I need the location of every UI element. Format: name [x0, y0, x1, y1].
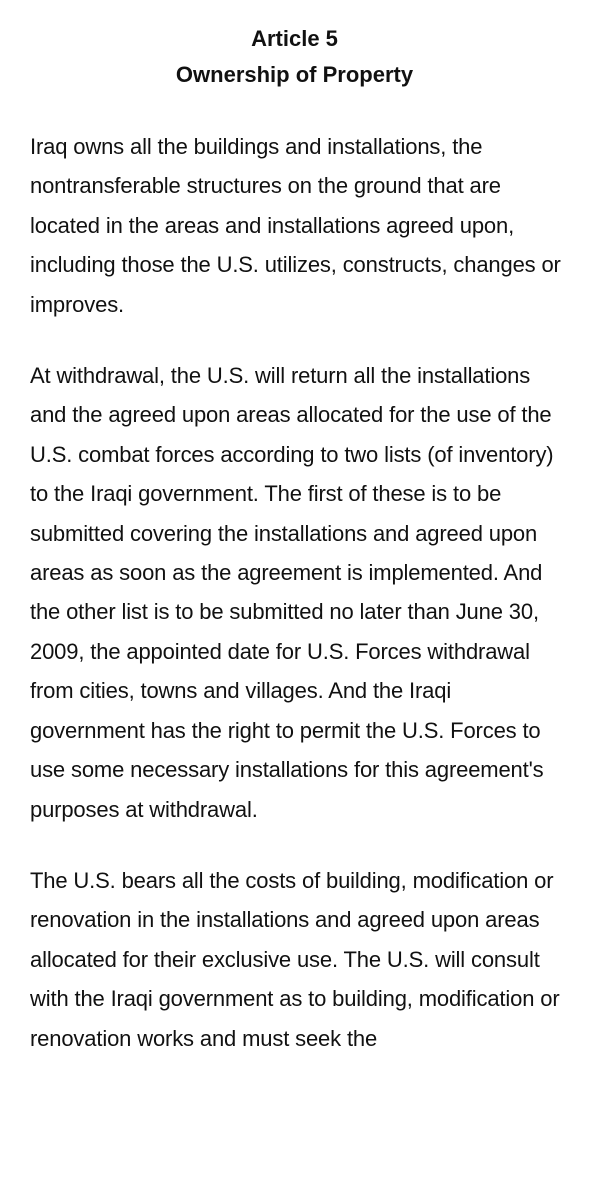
- paragraph-1: Iraq owns all the buildings and installations, the nontransferable structures on the ground that are located in the areas and installations agreed upon, including those the U.S. utilizes, constructs, changes or improves.: [30, 134, 561, 317]
- paragraph-3: The U.S. bears all the costs of building, modification or renovation in the installations and agreed upon areas allocated for their exclusive use. The U.S. will consult with the Iraqi government as to building, modification or renovation works and must seek the: [30, 867, 560, 1051]
- article-subheading: Ownership of Property: [175, 62, 414, 87]
- article-heading: Article 5: [251, 26, 338, 51]
- paragraph-2: At withdrawal, the U.S. will return all the installations and the agreed upon areas allocated for the use of the U.S. combat forces according to two lists (of inventory) to the Iraqi government. The first of these is to be submitted covering the installations and agreed upon areas as soon as the agreement is implemented. And the other list is to be submitted no later than June 30, 2009, the appointed date for U.S. Forces withdrawal from cities, towns and villages. And the Iraqi government has the right to permit the U.S. Forces to use some necessary installations for this agreement's purposes at withdrawal.: [30, 363, 554, 822]
- article-body: [0, 127, 589, 1058]
